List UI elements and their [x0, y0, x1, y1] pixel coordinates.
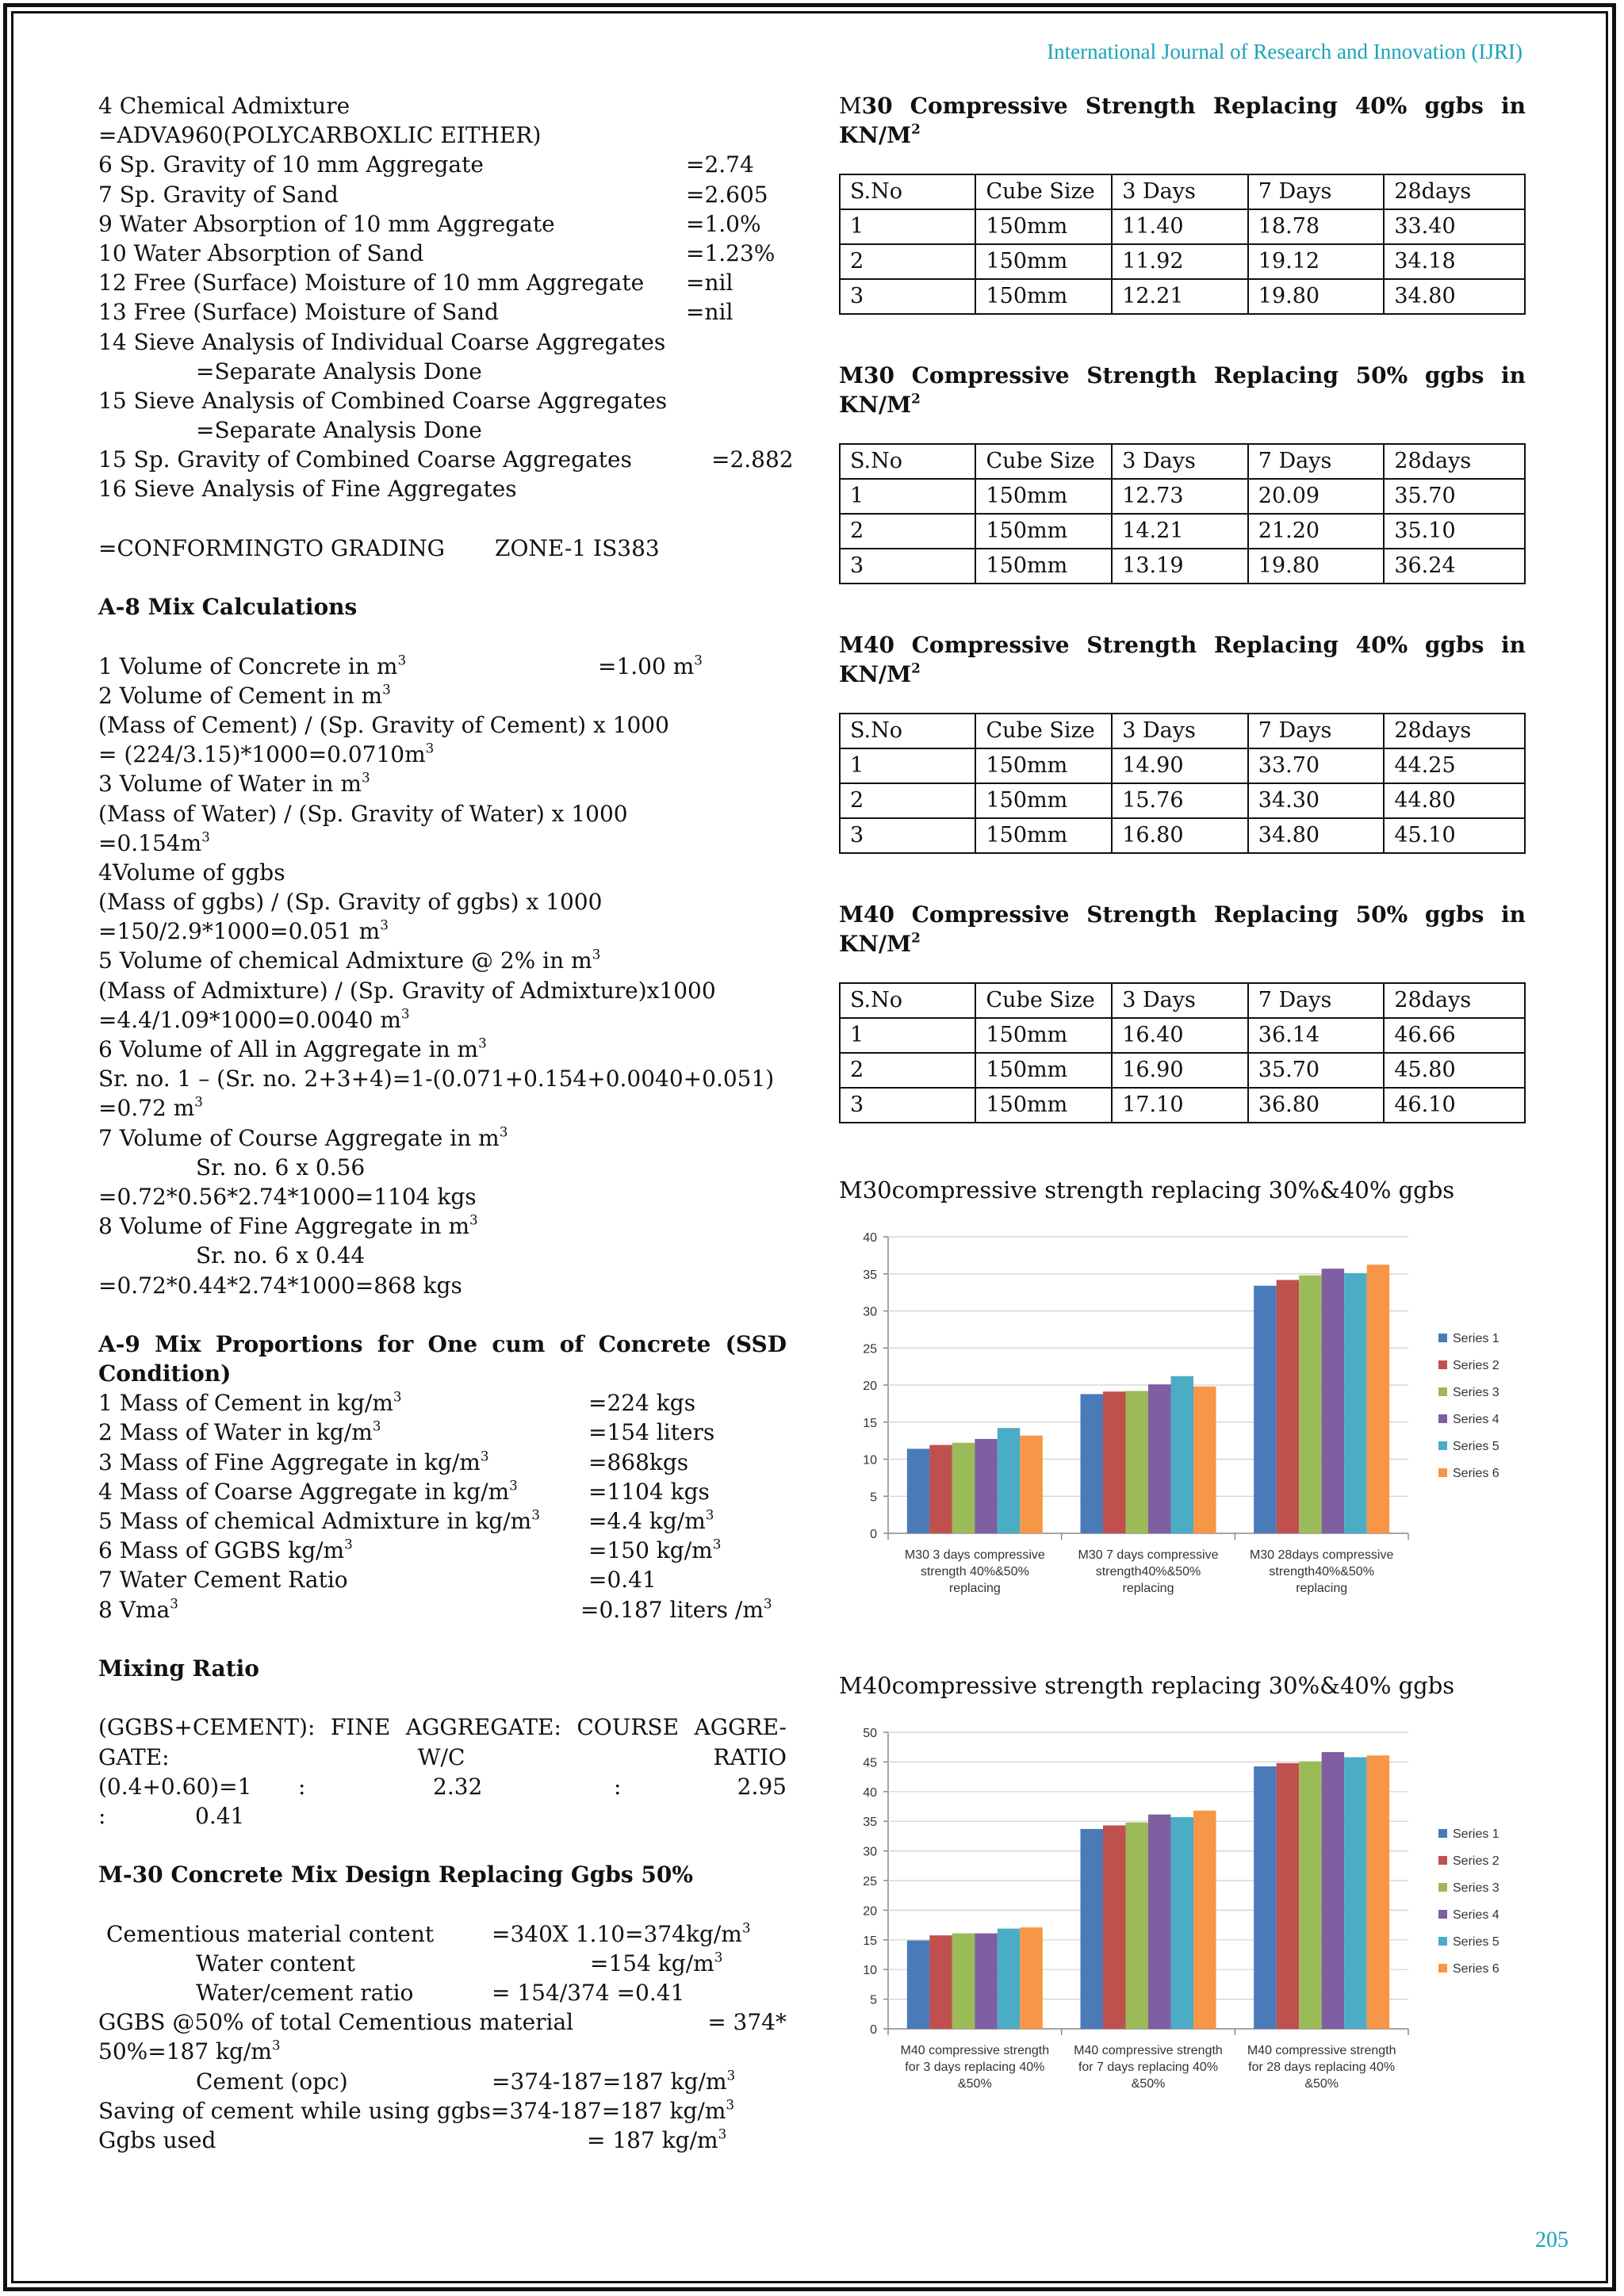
- table-cell: 44.25: [1384, 748, 1525, 783]
- m30-line: Cement (opc) =374-187=187 $kg/m^3$: [196, 2066, 736, 2095]
- x-category-label: for 28 days replacing 40%: [1248, 2061, 1396, 2074]
- x-category-label: strength40%&50%: [1269, 1565, 1374, 1578]
- strength-table: [839, 174, 1526, 315]
- table-cell: 15.76: [1112, 783, 1248, 818]
- bar-series-2: [929, 1935, 952, 2029]
- a8-line: Sr. no. 6 x 0.44: [196, 1242, 366, 1269]
- mix-proportion-row: 5 Mass of chemical Admixture in $kg/m^3$ =4.4 $kg/m^3$: [98, 1506, 714, 1535]
- x-category-label: M30 3 days compressive: [904, 1548, 1045, 1562]
- chart-m30: [839, 1223, 1526, 1611]
- table-cell: 14.90: [1112, 748, 1248, 783]
- table-header-cell: 3 Days: [1112, 174, 1248, 209]
- table-row: [840, 1018, 1525, 1053]
- y-tick-label: 25: [863, 1342, 877, 1357]
- y-tick-label: 15: [863, 1934, 877, 1948]
- text-line: 16 Sieve Analysis of Fine Aggregates: [98, 476, 517, 503]
- a8-line: (Mass of Cement) / (Sp. Gravity of Cement) x 1000: [98, 711, 669, 738]
- text-line: 14 Sieve Analysis of Individual Coarse Aggregates: [98, 328, 666, 355]
- a8-line: 2 Volume of Cement in $m^3$: [98, 681, 391, 709]
- table-row: [840, 549, 1525, 584]
- a8-line: Sr. no. 6 x 0.56: [196, 1154, 366, 1181]
- strength-table-block: [839, 361, 1526, 630]
- table-cell: 20.09: [1248, 479, 1385, 514]
- bar-series-2: [1103, 1825, 1126, 2029]
- table-cell: 3: [840, 549, 975, 584]
- table-title: M30 Compressive Strength Replacing 50% ggbs in $KN/M^2$: [839, 362, 1526, 418]
- table-header-cell: Cube Size: [975, 174, 1112, 209]
- y-tick-label: 35: [863, 1268, 877, 1282]
- bar-series-1: [1254, 1766, 1277, 2029]
- table-cell: 150mm: [975, 783, 1112, 818]
- table-cell: 34.80: [1248, 818, 1385, 853]
- x-category-label: &50%: [957, 2077, 992, 2091]
- table-cell: 12.21: [1112, 279, 1248, 314]
- x-category-label: M30 28days compressive: [1249, 1548, 1394, 1562]
- legend-swatch: [1438, 1829, 1447, 1838]
- table-cell: 19.80: [1248, 549, 1385, 584]
- a8-line: =150/2.9*1000=0.051 $m^3$: [98, 916, 389, 945]
- y-tick-label: 40: [863, 1785, 877, 1800]
- table-cell: 44.80: [1384, 783, 1525, 818]
- table-cell: 33.70: [1248, 748, 1385, 783]
- table-cell: 150mm: [975, 1088, 1112, 1123]
- table-header-cell: 28days: [1384, 714, 1525, 748]
- table-row: [840, 209, 1525, 244]
- legend-label: Series 1: [1453, 1332, 1500, 1345]
- table-cell: 33.40: [1384, 209, 1525, 244]
- table-cell: 16.80: [1112, 818, 1248, 853]
- chart-title-m30: M30compressive strength replacing 30%&40% ggbs: [839, 1177, 1455, 1203]
- a8-line: 7 Volume of Course Aggregate in $m^3$: [98, 1123, 508, 1151]
- legend-label: Series 5: [1453, 1440, 1500, 1453]
- bar-series-2: [1103, 1391, 1126, 1533]
- a8-line: 6 Volume of All in Aggregate in $m^3$: [98, 1035, 487, 1062]
- mix-proportion-row: 4 Mass of Coarse Aggregate in $kg/m^3$ =1104 kgs: [98, 1477, 710, 1505]
- mixing-ratio-row: (0.4+0.60)=1 : 2.32 : 2.95: [98, 1773, 787, 1800]
- table-cell: 18.78: [1248, 209, 1385, 244]
- y-tick-label: 20: [863, 1904, 877, 1919]
- a8-line: =4.4/1.09*1000=0.0040 $m^3$: [98, 1005, 410, 1033]
- a8-line: 5 Volume of chemical Admixture @ 2% in $m^3$: [98, 946, 601, 974]
- legend-swatch: [1438, 1883, 1447, 1892]
- table-row: [840, 748, 1525, 783]
- table-header-cell: 3 Days: [1112, 444, 1248, 479]
- table-cell: 150mm: [975, 748, 1112, 783]
- x-category-label: M40 compressive strength: [1074, 2044, 1223, 2057]
- table-title: M40 Compressive Strength Replacing 50% ggbs in $KN/M^2$: [839, 901, 1526, 957]
- table-cell: 19.80: [1248, 279, 1385, 314]
- bar-series-2: [1277, 1763, 1300, 2029]
- y-tick-label: 25: [863, 1875, 877, 1888]
- strength-table-block: [839, 900, 1526, 1169]
- section-heading-a9: A-9 Mix Proportions for One cum of Concrete (SSD Condition): [98, 1330, 787, 1387]
- table-row: [840, 1053, 1525, 1088]
- table-cell: 1: [840, 479, 975, 514]
- table-header-cell: Cube Size: [975, 444, 1112, 479]
- bar-series-3: [1126, 1391, 1149, 1533]
- legend-swatch: [1438, 1414, 1447, 1423]
- table-header-cell: 7 Days: [1248, 444, 1385, 479]
- y-tick-label: 30: [863, 1845, 877, 1859]
- y-tick-label: 5: [870, 1490, 877, 1505]
- table-cell: 1: [840, 1018, 975, 1053]
- y-tick-label: 40: [863, 1231, 877, 1245]
- table-cell: 34.18: [1384, 244, 1525, 279]
- bar-series-5: [1344, 1273, 1367, 1533]
- table-cell: 36.80: [1248, 1088, 1385, 1123]
- a8-line: $=0.154m^3$: [98, 828, 210, 856]
- legend-swatch: [1438, 1910, 1447, 1919]
- x-category-label: replacing: [948, 1582, 1001, 1595]
- y-tick-label: 5: [870, 1993, 877, 2007]
- mix-proportion-row: 1 Mass of Cement in $kg/m^3$ =224 kgs: [98, 1388, 696, 1417]
- text-line: 4 Chemical Admixture: [98, 93, 350, 119]
- a8-line: 1 Volume of Concrete in $m^3$ =1.00 $m^3$: [98, 651, 703, 679]
- x-category-label: for 7 days replacing 40%: [1078, 2061, 1219, 2074]
- bar-series-4: [1322, 1752, 1345, 2029]
- table-cell: 45.10: [1384, 818, 1525, 853]
- bar-series-3: [1126, 1823, 1149, 2029]
- bar-series-6: [1020, 1927, 1042, 2029]
- mixing-ratio-row: : 0.41: [98, 1802, 245, 1829]
- mix-proportion-row: 8 Vma$^3$ =0.187 liters $/m^3$: [98, 1594, 772, 1623]
- table-cell: 150mm: [975, 514, 1112, 549]
- table-header-row: [840, 983, 1525, 1018]
- a8-line: 8 Volume of Fine Aggregate in $m^3$: [98, 1211, 478, 1240]
- text-line: =Separate Analysis Done: [196, 417, 482, 444]
- table-row: [840, 244, 1525, 279]
- legend-label: Series 3: [1453, 1881, 1500, 1895]
- bar-series-5: [1344, 1757, 1367, 2029]
- a8-line: = $(224/3.15)*1000=0.0710m^3$: [98, 740, 435, 768]
- table-header-cell: 7 Days: [1248, 174, 1385, 209]
- table-cell: 17.10: [1112, 1088, 1248, 1123]
- bar-series-6: [1367, 1265, 1390, 1533]
- legend-swatch: [1438, 1468, 1447, 1477]
- table-header-cell: Cube Size: [975, 983, 1112, 1018]
- table-cell: 150mm: [975, 549, 1112, 584]
- bar-series-2: [1277, 1280, 1300, 1533]
- mix-proportion-row: 7 Water Cement Ratio =0.41: [98, 1567, 657, 1594]
- table-header-cell: S.No: [840, 444, 975, 479]
- table-cell: 16.90: [1112, 1053, 1248, 1088]
- legend-label: Series 4: [1453, 1908, 1500, 1922]
- table-cell: 34.30: [1248, 783, 1385, 818]
- table-cell: 150mm: [975, 818, 1112, 853]
- bar-series-5: [998, 1428, 1021, 1533]
- x-category-label: replacing: [1296, 1582, 1348, 1595]
- m30-line: Ggbs used = 187 $kg/m^3$: [98, 2126, 727, 2153]
- legend-swatch: [1438, 1387, 1447, 1396]
- property-list: [98, 150, 787, 327]
- legend-swatch: [1438, 1964, 1447, 1973]
- property-row: 7 Sp. Gravity of Sand =2.605: [98, 181, 768, 208]
- strength-table-block: [839, 630, 1526, 900]
- x-category-label: for 3 days replacing 40%: [905, 2061, 1045, 2074]
- m30-line: Saving of cement while using ggbs=374-187=187 $kg/m^3$: [98, 2096, 735, 2124]
- text-line: =ADVA960(POLYCARBOXLIC EITHER): [98, 122, 542, 149]
- bar-series-6: [1193, 1811, 1216, 2029]
- m30-line: 50%=187 $kg/m^3$: [98, 2037, 281, 2065]
- table-cell: 12.73: [1112, 479, 1248, 514]
- property-row: 10 Water Absorption of Sand =1.23%: [98, 239, 776, 266]
- table-cell: 19.12: [1248, 244, 1385, 279]
- table-cell: 2: [840, 783, 975, 818]
- bar-series-6: [1367, 1755, 1390, 2029]
- strength-table: [839, 982, 1526, 1123]
- grading-line: =CONFORMINGTO GRADING ZONE-1 IS383: [98, 534, 660, 561]
- journal-header: International Journal of Research and Innovation (IJRI): [1047, 40, 1522, 63]
- chart-m40: [839, 1718, 1526, 2107]
- bar-series-1: [907, 1448, 930, 1533]
- property-row: 6 Sp. Gravity of 10 mm Aggregate =2.74: [98, 151, 754, 178]
- table-row: [840, 1088, 1525, 1123]
- x-category-label: &50%: [1131, 2077, 1166, 2091]
- strength-tables: [839, 91, 1526, 1169]
- section-heading-a8: A-8 Mix Calculations: [98, 594, 358, 621]
- table-cell: 2: [840, 1053, 975, 1088]
- legend-label: Series 1: [1453, 1827, 1500, 1841]
- table-header-cell: 7 Days: [1248, 983, 1385, 1018]
- table-cell: 46.66: [1384, 1018, 1525, 1053]
- property-row: 13 Free (Surface) Moisture of Sand =nil: [98, 299, 733, 326]
- a8-line: (Mass of Water) / (Sp. Gravity of Water) x 1000: [98, 800, 628, 827]
- table-cell: 3: [840, 1088, 975, 1123]
- section-heading-mixing: Mixing Ratio: [98, 1655, 259, 1682]
- table-cell: 11.92: [1112, 244, 1248, 279]
- table-cell: 21.20: [1248, 514, 1385, 549]
- a8-line: =0.72*0.56*2.74*1000=1104 kgs: [98, 1183, 477, 1210]
- table-cell: 16.40: [1112, 1018, 1248, 1053]
- y-tick-label: 50: [863, 1727, 877, 1740]
- bar-series-5: [998, 1929, 1021, 2029]
- table-header-cell: 3 Days: [1112, 714, 1248, 748]
- table-header-cell: 3 Days: [1112, 983, 1248, 1018]
- a8-line: Sr. no. 1 – (Sr. no. 2+3+4)=1-(0.071+0.154+0.0040+0.051): [98, 1066, 775, 1093]
- bar-series-1: [1081, 1394, 1104, 1533]
- table-cell: 36.24: [1384, 549, 1525, 584]
- mix-proportion-list: [98, 1388, 787, 1624]
- mix-proportion-row: 3 Mass of Fine Aggregate in $kg/m^3$ =868kgs: [98, 1447, 689, 1475]
- legend-swatch: [1438, 1334, 1447, 1342]
- mix-proportion-row: 6 Mass of GGBS $kg/m^3$ =150 $kg/m^3$: [98, 1536, 722, 1564]
- table-cell: 45.80: [1384, 1053, 1525, 1088]
- table-cell: 150mm: [975, 279, 1112, 314]
- a8-line: 4Volume of ggbs: [98, 859, 285, 886]
- table-cell: 46.10: [1384, 1088, 1525, 1123]
- mix-proportion-row: 2 Mass of Water in $kg/m^3$ =154 liters: [98, 1418, 715, 1446]
- table-header-cell: Cube Size: [975, 714, 1112, 748]
- bar-series-4: [1148, 1815, 1171, 2029]
- table-cell: 14.21: [1112, 514, 1248, 549]
- a8-line: (Mass of ggbs) / (Sp. Gravity of ggbs) x 1000: [98, 889, 603, 916]
- y-tick-label: 20: [863, 1380, 877, 1393]
- legend-label: Series 4: [1453, 1413, 1500, 1426]
- table-title: M30 Compressive Strength Replacing 40% ggbs in $KN/M^2$: [839, 93, 1526, 148]
- table-header-row: [840, 714, 1525, 748]
- right-column: [839, 91, 1526, 2107]
- table-cell: 35.10: [1384, 514, 1525, 549]
- m30-line: Cementious material content =340X $1.10=374kg/m^3$: [106, 1919, 751, 1947]
- text-line: =Separate Analysis Done: [196, 358, 482, 385]
- table-cell: 11.40: [1112, 209, 1248, 244]
- legend-label: Series 6: [1453, 1467, 1500, 1480]
- x-category-label: M30 7 days compressive: [1078, 1548, 1219, 1562]
- table-row: [840, 818, 1525, 853]
- bar-series-3: [952, 1443, 975, 1533]
- y-tick-label: 45: [863, 1756, 877, 1770]
- table-cell: 13.19: [1112, 549, 1248, 584]
- table-cell: 150mm: [975, 244, 1112, 279]
- bar-series-4: [975, 1439, 998, 1533]
- table-header-cell: 28days: [1384, 444, 1525, 479]
- property-row: 9 Water Absorption of 10 mm Aggregate =1.0%: [98, 210, 761, 237]
- legend-swatch: [1438, 1360, 1447, 1369]
- table-row: [840, 479, 1525, 514]
- bar-series-1: [1254, 1286, 1277, 1533]
- table-header-cell: S.No: [840, 714, 975, 748]
- table-header-cell: 28days: [1384, 983, 1525, 1018]
- table-cell: 150mm: [975, 1053, 1112, 1088]
- bar-series-2: [929, 1445, 952, 1533]
- table-header-cell: S.No: [840, 174, 975, 209]
- bar-series-3: [1299, 1276, 1322, 1533]
- table-row: [840, 279, 1525, 314]
- x-category-label: replacing: [1122, 1582, 1174, 1595]
- bar-series-3: [952, 1934, 975, 2029]
- legend-swatch: [1438, 1441, 1447, 1450]
- bar-series-5: [1171, 1817, 1194, 2029]
- property-row: 15 Sp. Gravity of Combined Coarse Aggregates =2.882: [98, 446, 794, 473]
- table-header-row: [840, 444, 1525, 479]
- table-row: [840, 514, 1525, 549]
- table-header-cell: 28days: [1384, 174, 1525, 209]
- table-cell: 150mm: [975, 209, 1112, 244]
- bar-series-6: [1020, 1436, 1042, 1533]
- legend-label: Series 3: [1453, 1386, 1500, 1399]
- left-column: [98, 91, 794, 2155]
- bar-series-3: [1299, 1762, 1322, 2029]
- a8-line: =0.72*0.44*2.74*1000=868 kgs: [98, 1272, 462, 1299]
- table-title: M40 Compressive Strength Replacing 40% ggbs in $KN/M^2$: [839, 632, 1526, 687]
- table-cell: 36.14: [1248, 1018, 1385, 1053]
- mixing-ratio-text: (GGBS+CEMENT): FINE AGGREGATE: COURSE AGGRE- GATE: W/C RATIO: [98, 1714, 787, 1770]
- m30-line: Water/cement ratio = 154/374 =0.41: [196, 1980, 685, 2007]
- page-number: 205: [1535, 2228, 1568, 2252]
- a8-line: =0.72 $m^3$: [98, 1093, 203, 1122]
- bar-series-1: [1081, 1829, 1104, 2029]
- legend-swatch: [1438, 1937, 1447, 1946]
- y-tick-label: 0: [870, 1528, 877, 1541]
- strength-table: [839, 443, 1526, 584]
- a8-line: 3 Volume of Water in $m^3$: [98, 769, 370, 798]
- table-cell: 2: [840, 514, 975, 549]
- x-category-label: M40 compressive strength: [900, 2044, 1050, 2057]
- bar-series-4: [1322, 1269, 1345, 1533]
- m30-line: GGBS @50% of total Cementious material = 374*: [98, 2009, 787, 2036]
- x-category-label: strength40%&50%: [1095, 1565, 1201, 1578]
- legend-swatch: [1438, 1856, 1447, 1865]
- table-cell: 35.70: [1384, 479, 1525, 514]
- table-cell: 3: [840, 279, 975, 314]
- legend-label: Series 2: [1453, 1854, 1500, 1868]
- a8-line: (Mass of Admixture) / (Sp. Gravity of Admixture)x1000: [98, 977, 716, 1004]
- bar-series-1: [907, 1941, 930, 2029]
- y-tick-label: 0: [870, 2023, 877, 2037]
- strength-table: [839, 713, 1526, 854]
- x-category-label: M40 compressive strength: [1247, 2044, 1396, 2057]
- table-cell: 3: [840, 818, 975, 853]
- table-cell: 1: [840, 748, 975, 783]
- property-row: 12 Free (Surface) Moisture of 10 mm Aggregate =nil: [98, 270, 733, 297]
- bar-series-6: [1193, 1387, 1216, 1533]
- bar-series-5: [1171, 1376, 1194, 1533]
- text-line: 15 Sieve Analysis of Combined Coarse Aggregates: [98, 387, 668, 414]
- table-header-cell: S.No: [840, 983, 975, 1018]
- legend-label: Series 5: [1453, 1935, 1500, 1949]
- table-header-row: [840, 174, 1525, 209]
- strength-table-block: [839, 91, 1526, 361]
- legend-label: Series 6: [1453, 1962, 1500, 1976]
- bar-series-4: [975, 1934, 998, 2029]
- chart-title-m40: M40compressive strength replacing 30%&40% ggbs: [839, 1672, 1455, 1699]
- y-tick-label: 10: [863, 1453, 877, 1468]
- y-tick-label: 30: [863, 1305, 877, 1319]
- x-category-label: strength 40%&50%: [920, 1565, 1029, 1578]
- x-category-label: &50%: [1304, 2077, 1339, 2091]
- table-cell: 150mm: [975, 1018, 1112, 1053]
- m30-line: Water content =154 $kg/m^3$: [196, 1949, 723, 1976]
- table-cell: 34.80: [1384, 279, 1525, 314]
- y-tick-label: 10: [863, 1964, 877, 1978]
- table-cell: 35.70: [1248, 1053, 1385, 1088]
- legend-label: Series 2: [1453, 1359, 1500, 1372]
- table-cell: 1: [840, 209, 975, 244]
- y-tick-label: 35: [863, 1816, 877, 1830]
- table-header-cell: 7 Days: [1248, 714, 1385, 748]
- bar-series-4: [1148, 1384, 1171, 1533]
- table-cell: 150mm: [975, 479, 1112, 514]
- y-tick-label: 15: [863, 1416, 877, 1430]
- table-row: [840, 783, 1525, 818]
- section-heading-m30: M-30 Concrete Mix Design Replacing Ggbs 50%: [98, 1862, 693, 1888]
- table-cell: 2: [840, 244, 975, 279]
